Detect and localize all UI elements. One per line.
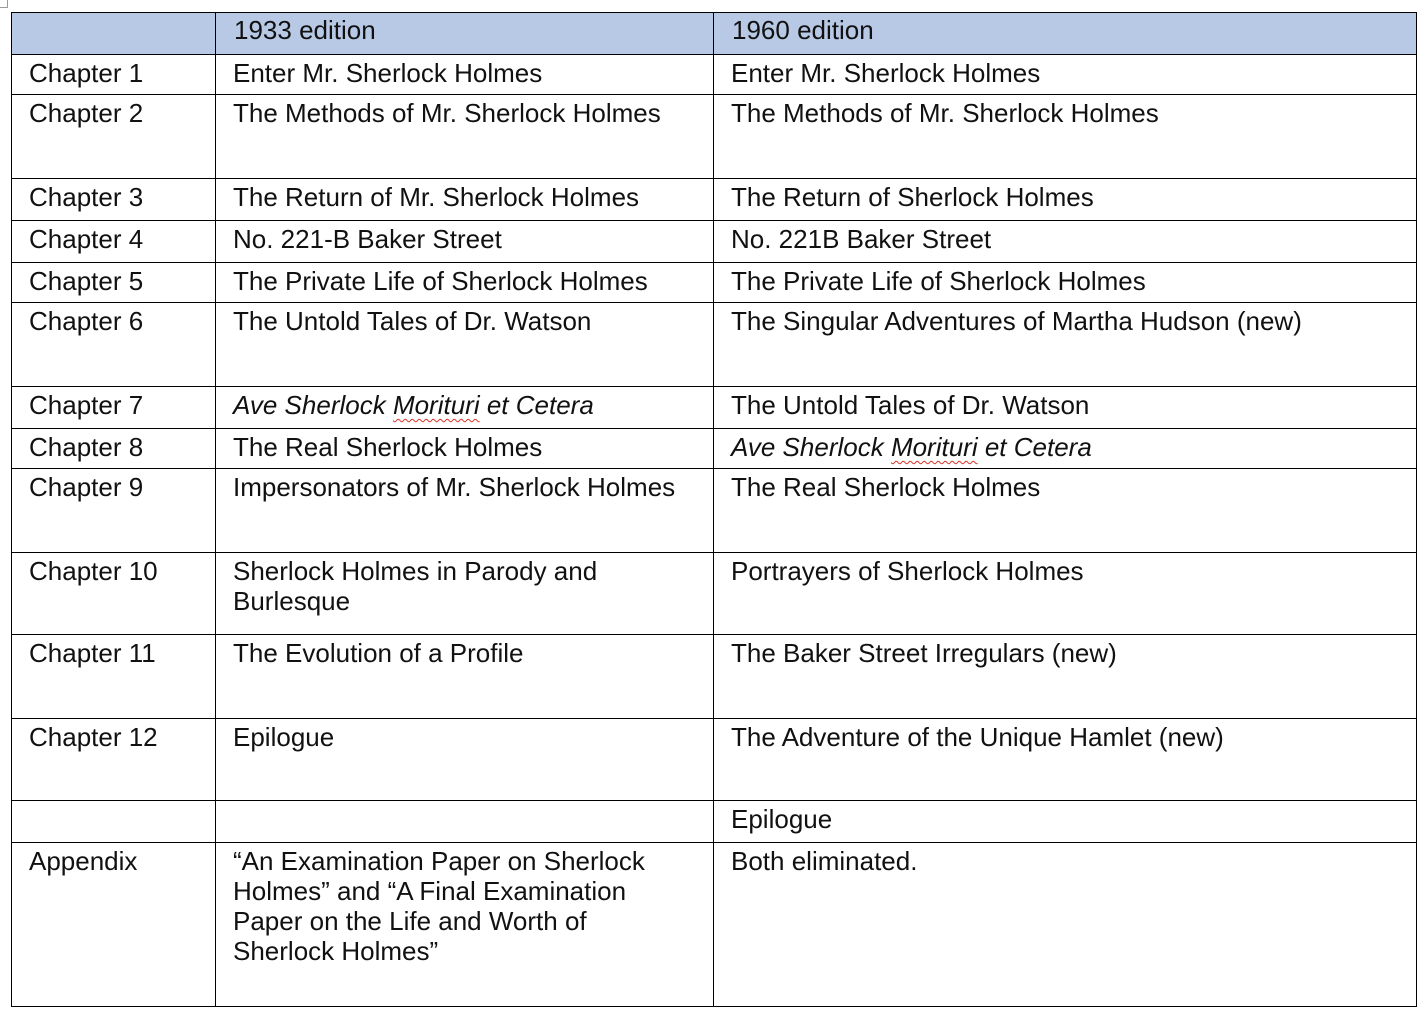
table-row	[12, 179, 1417, 221]
chapter-cell: Chapter 10	[12, 553, 216, 635]
edition-1933-cell: The Methods of Mr. Sherlock Holmes	[216, 95, 714, 179]
edition-1933-cell: The Untold Tales of Dr. Watson	[216, 303, 714, 387]
header-cell-1960-edition: 1960 edition	[714, 13, 1417, 55]
edition-1933-cell: The Return of Mr. Sherlock Holmes	[216, 179, 714, 221]
table-row	[12, 221, 1417, 263]
chapter-cell: Chapter 12	[12, 719, 216, 801]
edition-1960-cell: Portrayers of Sherlock Holmes	[714, 553, 1417, 635]
edition-1960-cell: The Real Sherlock Holmes	[714, 469, 1417, 553]
table-row	[12, 469, 1417, 553]
chapter-cell: Chapter 3	[12, 179, 216, 221]
table-row	[12, 719, 1417, 801]
chapter-cell	[12, 801, 216, 843]
edition-1933-cell: Enter Mr. Sherlock Holmes	[216, 55, 714, 95]
edition-1960-cell: No. 221B Baker Street	[714, 221, 1417, 263]
edition-1933-cell: No. 221-B Baker Street	[216, 221, 714, 263]
header-cell-chapter	[12, 13, 216, 55]
edition-1960-cell: The Return of Sherlock Holmes	[714, 179, 1417, 221]
edition-1960-cell: The Private Life of Sherlock Holmes	[714, 263, 1417, 303]
edition-1933-cell: The Evolution of a Profile	[216, 635, 714, 719]
edition-1933-cell: “An Examination Paper on Sherlock Holmes” and “A Final Examination Paper on the Life and Worth of Sherlock Holmes”	[216, 843, 714, 1007]
spellcheck-flagged-word: Morituri	[890, 432, 978, 462]
chapter-cell: Chapter 7	[12, 387, 216, 429]
header-cell-1933-edition: 1933 edition	[216, 13, 714, 55]
chapter-cell: Chapter 11	[12, 635, 216, 719]
table-row	[12, 303, 1417, 387]
table-row	[12, 553, 1417, 635]
chapter-cell: Chapter 5	[12, 263, 216, 303]
edition-1960-cell: The Singular Adventures of Martha Hudson (new)	[714, 303, 1417, 387]
title-text-part: et Cetera	[977, 432, 1092, 462]
chapter-cell: Chapter 8	[12, 429, 216, 469]
edition-1933-cell: The Private Life of Sherlock Holmes	[216, 263, 714, 303]
table-header-row	[12, 13, 1417, 55]
spellcheck-flagged-word: Morituri	[392, 390, 480, 420]
table-row	[12, 635, 1417, 719]
edition-1933-cell: The Real Sherlock Holmes	[216, 429, 714, 469]
chapter-cell: Chapter 2	[12, 95, 216, 179]
table-row	[12, 95, 1417, 179]
edition-1960-cell: The Baker Street Irregulars (new)	[714, 635, 1417, 719]
edition-1960-cell: The Untold Tales of Dr. Watson	[714, 387, 1417, 429]
edition-1933-cell: Sherlock Holmes in Parody and Burlesque	[216, 553, 714, 635]
edition-1960-cell: Epilogue	[714, 801, 1417, 843]
edition-1960-cell: The Adventure of the Unique Hamlet (new)	[714, 719, 1417, 801]
edition-1960-cell: Enter Mr. Sherlock Holmes	[714, 55, 1417, 95]
table-row	[12, 387, 1417, 429]
edition-1933-cell: Epilogue	[216, 719, 714, 801]
edition-1933-cell	[216, 387, 714, 429]
chapter-cell: Chapter 4	[12, 221, 216, 263]
edition-1960-cell: The Methods of Mr. Sherlock Holmes	[714, 95, 1417, 179]
table-row	[12, 263, 1417, 303]
edition-1960-cell	[714, 429, 1417, 469]
page-corner-mark	[0, 0, 8, 8]
chapter-cell: Chapter 6	[12, 303, 216, 387]
table-row	[12, 55, 1417, 95]
title-text-part: Ave Sherlock	[233, 390, 393, 420]
title-text-part: et Cetera	[479, 390, 594, 420]
chapter-cell: Appendix	[12, 843, 216, 1007]
table-row	[12, 429, 1417, 469]
edition-1933-cell	[216, 801, 714, 843]
edition-1960-cell: Both eliminated.	[714, 843, 1417, 1007]
table-row	[12, 801, 1417, 843]
chapter-cell: Chapter 9	[12, 469, 216, 553]
table-row	[12, 843, 1417, 1007]
editions-comparison-table	[11, 12, 1417, 1007]
chapter-cell: Chapter 1	[12, 55, 216, 95]
edition-1933-cell: Impersonators of Mr. Sherlock Holmes	[216, 469, 714, 553]
title-text-part: Ave Sherlock	[731, 432, 891, 462]
